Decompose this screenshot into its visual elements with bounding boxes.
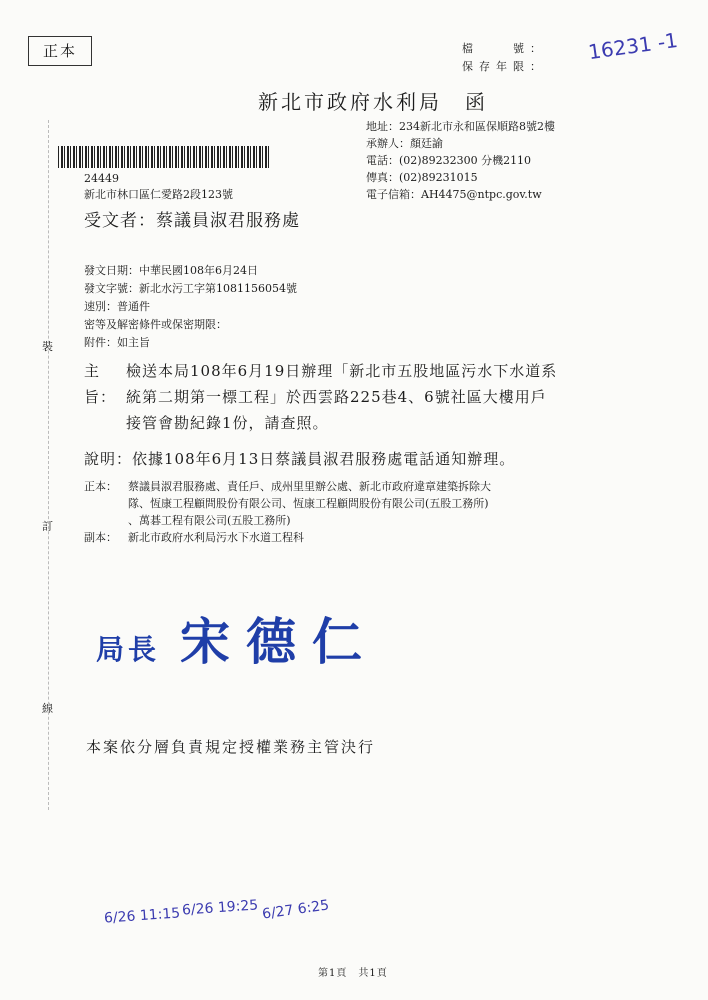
issue-date: 發文日期：中華民國108年6月24日	[84, 264, 258, 277]
handwritten-note: 6/26 19:25	[181, 897, 259, 919]
document-number: 發文字號：新北水污工字第1081156054號	[84, 282, 297, 295]
delivery-speed: 速別：普通件	[84, 300, 150, 313]
attachment: 附件：如主旨	[84, 336, 150, 349]
sender-fax: 傳真：(02)89231015	[366, 171, 478, 184]
distribution-list	[84, 478, 624, 546]
subject-line: 統第二期第一標工程」於西雲路225巷4、6號社區大樓用戶	[126, 388, 547, 406]
binding-line	[48, 120, 49, 810]
document-meta	[84, 262, 297, 352]
original-recipients-line: 、萬碁工程有限公司(五股工務所)	[128, 514, 291, 527]
sender-contact: 承辦人：顏廷諭	[366, 137, 443, 150]
file-number-label: 檔 號：	[462, 42, 547, 55]
original-recipients-line: 蔡議員淑君服務處、責任戶、成州里里辦公處、新北市政府違章建築拆除大	[128, 480, 491, 493]
subject-section	[84, 358, 644, 436]
original-recipients-label: 正本：	[84, 480, 117, 493]
barcode	[58, 146, 270, 168]
recipient: 受文者：蔡議員淑君服務處	[84, 211, 300, 231]
binding-mark: 裝	[42, 340, 53, 353]
binding-mark: 線	[42, 702, 53, 715]
signature-title: 局長	[96, 633, 161, 666]
subject-line: 接管會勘紀錄1份，請查照。	[126, 414, 329, 432]
document-title: 新北市政府水利局 函	[258, 90, 488, 114]
handwritten-note: 6/27 6:25	[261, 897, 331, 923]
page-number: 第1頁 共1頁	[318, 968, 388, 979]
sender-phone: 電話：(02)89232300 分機2110	[366, 154, 532, 167]
explanation: 說明：依據108年6月13日蔡議員淑君服務處電話通知辦理。	[84, 450, 516, 468]
sender-info	[366, 118, 555, 203]
handwritten-note: 6/26 11:15	[103, 905, 181, 927]
original-recipients-line: 隊、恆康工程顧問股份有限公司、恆康工程顧問股份有限公司(五股工務所)	[128, 497, 489, 510]
original-copy-stamp: 正本	[28, 36, 92, 66]
director-signature-stamp	[96, 602, 378, 674]
subject-line: 檢送本局108年6月19日辦理「新北市五股地區污水下水道系	[126, 362, 558, 380]
copy-recipients: 新北市政府水利局污水下水道工程科	[128, 531, 304, 544]
sender-address: 地址：234新北市永和區保順路8號2樓	[366, 120, 555, 133]
sender-email: 電子信箱：AH4475@ntpc.gov.tw	[366, 188, 542, 201]
handwritten-file-number: 16231 -1	[586, 27, 680, 65]
authorization-note: 本案依分層負責規定授權業務主管決行	[86, 738, 376, 756]
recipient-address: 新北市林口區仁愛路2段123號	[84, 188, 233, 201]
signature-name: 宋德仁	[180, 612, 379, 671]
binding-mark: 訂	[42, 520, 53, 533]
subject-label: 主旨：	[84, 362, 117, 406]
copy-recipients-label: 副本：	[84, 531, 117, 544]
retention-label: 保存年限：	[462, 60, 547, 73]
secrecy-level: 密等及解密條件或保密期限：	[84, 318, 227, 331]
recipient-zip: 24449	[84, 172, 119, 185]
